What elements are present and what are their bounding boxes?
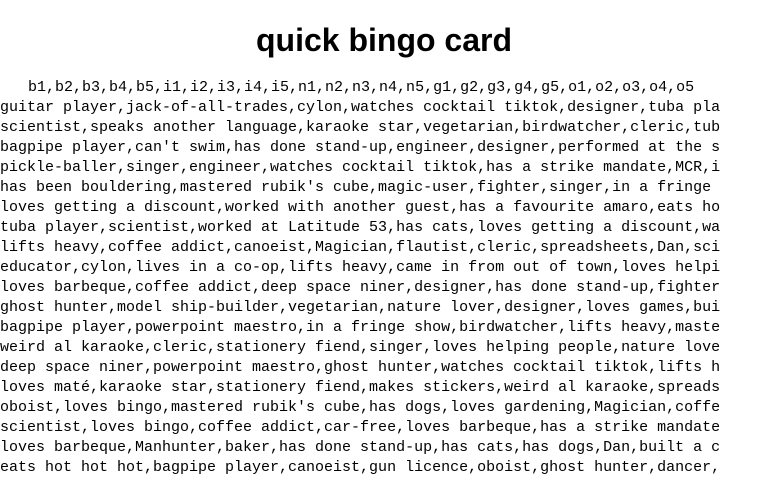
csv-row: tuba player,scientist,worked at Latitude 53,has cats,loves getting a discount,wa (0, 219, 721, 236)
csv-text-block (0, 78, 768, 478)
csv-row: loves barbeque,coffee addict,deep space niner,designer,has done stand-up,fighter (0, 279, 721, 296)
csv-row: loves barbeque,Manhunter,baker,has done stand-up,has cats,has dogs,Dan,built a c (0, 439, 721, 456)
csv-row: loves getting a discount,worked with another guest,has a favourite amaro,eats ho (0, 199, 721, 216)
csv-row: educator,cylon,lives in a co-op,lifts heavy,came in from out of town,loves helpi (0, 259, 721, 276)
csv-row: deep space niner,powerpoint maestro,ghost hunter,watches cocktail tiktok,lifts h (0, 359, 721, 376)
csv-row: bagpipe player,can't swim,has done stand-up,engineer,designer,performed at the s (0, 139, 721, 156)
csv-row: guitar player,jack-of-all-trades,cylon,watches cocktail tiktok,designer,tuba pla (0, 99, 721, 116)
csv-row: pickle-baller,singer,engineer,watches cocktail tiktok,has a strike mandate,MCR,i (0, 159, 721, 176)
csv-row: weird al karaoke,cleric,stationery fiend,singer,loves helping people,nature love (0, 339, 721, 356)
csv-row: scientist,speaks another language,karaoke star,vegetarian,birdwatcher,cleric,tub (0, 119, 721, 136)
csv-row: loves maté,karaoke star,stationery fiend,makes stickers,weird al karaoke,spreads (0, 379, 721, 396)
page-title: quick bingo card (255, 22, 513, 58)
csv-row: eats hot hot hot,bagpipe player,canoeist,gun licence,oboist,ghost hunter,dancer, (0, 459, 721, 476)
csv-row: oboist,loves bingo,mastered rubik's cube,has dogs,loves gardening,Magician,coffe (0, 399, 721, 416)
csv-row: has been bouldering,mastered rubik's cube,magic-user,fighter,singer,in a fringe (0, 179, 721, 196)
csv-row: ghost hunter,model ship-builder,vegetarian,nature lover,designer,loves games,bui (0, 299, 721, 316)
csv-row: lifts heavy,coffee addict,canoeist,Magician,flautist,cleric,spreadsheets,Dan,sci (0, 239, 721, 256)
csv-row: bagpipe player,powerpoint maestro,in a fringe show,birdwatcher,lifts heavy,maste (0, 319, 721, 336)
csv-header-line: b1,b2,b3,b4,b5,i1,i2,i3,i4,i5,n1,n2,n3,n4,n5,g1,g2,g3,g4,g5,o1,o2,o3,o4,o5 (28, 79, 695, 96)
csv-row: scientist,loves bingo,coffee addict,car-free,loves barbeque,has a strike mandate (0, 419, 721, 436)
